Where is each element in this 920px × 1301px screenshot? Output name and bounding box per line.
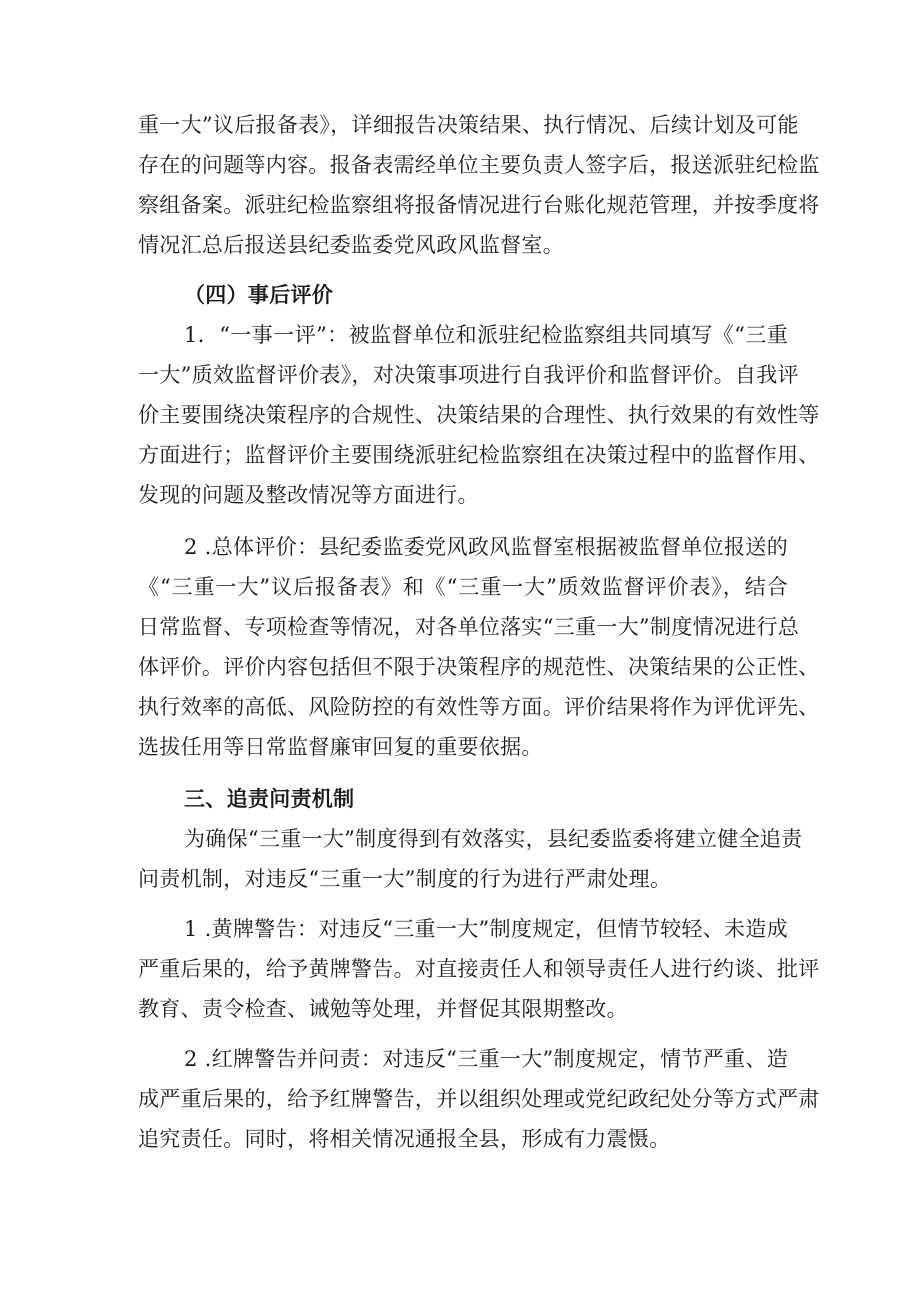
paragraph-line: 一大”质效监督评价表》，对决策事项进行自我评价和监督评价。自我评 (138, 363, 799, 387)
paragraph-line: 2 .红牌警告并问责：对违反“三重一大”制度规定，情节严重、造 (184, 1047, 788, 1071)
paragraph-line: 《“三重一大”议后报备表》和《“三重一大”质效监督评价表》，结合 (138, 575, 788, 599)
paragraph-line: 存在的问题等内容。报备表需经单位主要负责人签字后，报送派驻纪检监 (138, 153, 820, 177)
paragraph-line: 发现的问题及整改情况等方面进行。 (138, 483, 479, 507)
paragraph-line: 1．“一事一评”：被监督单位和派驻纪检监察组共同填写《“三重 (184, 323, 788, 347)
section-heading: （四）事后评价 (184, 283, 334, 307)
paragraph-line: 日常监督、专项检查等情况，对各单位落实“三重一大”制度情况进行总 (138, 615, 800, 639)
paragraph-line: 选拔任用等日常监督廉审回复的重要依据。 (138, 735, 543, 759)
paragraph-line: 严重后果的，给予黄牌警告。对直接责任人和领导责任人进行约谈、批评 (138, 957, 820, 981)
paragraph-line: 执行效率的高低、风险防控的有效性等方面。评价结果将作为评优评先、 (138, 695, 820, 719)
paragraph-line: 1 .黄牌警告：对违反“三重一大”制度规定，但情节较轻、未造成 (184, 917, 788, 941)
paragraph-line: 教育、责令检查、诫勉等处理，并督促其限期整改。 (138, 997, 628, 1021)
paragraph-line: 情况汇总后报送县纪委监委党风政风监督室。 (138, 233, 564, 257)
paragraph-line: 追究责任。同时，将相关情况通报全县，形成有力震慑。 (138, 1127, 671, 1151)
paragraph-line: 察组备案。派驻纪检监察组将报备情况进行台账化规范管理，并按季度将 (138, 193, 820, 217)
paragraph-line: 方面进行；监督评价主要围绕派驻纪检监察组在决策过程中的监督作用、 (138, 443, 820, 467)
paragraph-line: 重一大”议后报备表》，详细报告决策结果、执行情况、后续计划及可能 (138, 113, 799, 137)
paragraph-line: 2 .总体评价：县纪委监委党风政风监督室根据被监督单位报送的 (184, 535, 788, 559)
section-heading: 三、追责问责机制 (184, 787, 355, 811)
paragraph-line: 为确保“三重一大”制度得到有效落实，县纪委监委将建立健全追责 (184, 827, 803, 851)
paragraph-line: 成严重后果的，给予红牌警告，并以组织处理或党纪政纪处分等方式严肃 (138, 1087, 820, 1111)
paragraph-line: 体评价。评价内容包括但不限于决策程序的规范性、决策结果的公正性、 (138, 655, 820, 679)
paragraph-line: 价主要围绕决策程序的合规性、决策结果的合理性、执行效果的有效性等 (138, 403, 820, 427)
paragraph-line: 问责机制，对违反“三重一大”制度的行为进行严肃处理。 (138, 867, 672, 891)
